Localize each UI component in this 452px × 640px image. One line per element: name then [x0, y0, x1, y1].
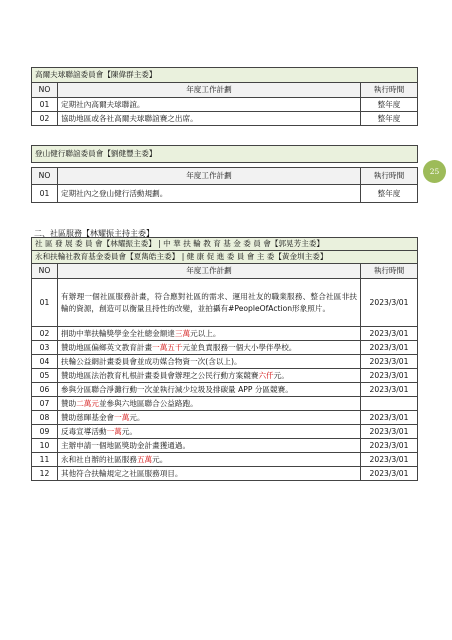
table-row: 01 有辦理一個社區服務計畫，符合應對社區的需求、運用社友的職業服務、整合社區非扶輪的資源，創造可以衡量且持性的改變，並拍攝有#PeopleOfAction形象照片。 2023/3/01: [32, 279, 418, 327]
table-row: 05 贊助地區法治教育札根計畫委員會辦理之公民行動方案競賽六仟元。 2023/3/01: [32, 369, 418, 383]
golf-committee-title: 高爾夫球聯誼委員會【陳偉群主委】: [32, 68, 418, 83]
col-no-header: NO: [32, 83, 58, 98]
committee-line-2: 永和扶輪社教育基金委員會【夏雋皓主委】 | 健 康 促 進 委 員 會 主 委【黃金圳主委】: [32, 251, 418, 264]
community-service-section: [31, 237, 418, 481]
table-row: 12 其他符合扶輪規定之社區服務項目。 2023/3/01: [32, 467, 418, 481]
col-plan-header: 年度工作計劃: [58, 83, 361, 98]
table-row: 11 永和社自辦的社區服務五萬元。 2023/3/01: [32, 453, 418, 467]
table-row: 02 捐助中華扶輪獎學金全社總金額達三萬元以上。 2023/3/01: [32, 327, 418, 341]
page-number-badge: 25: [423, 160, 446, 183]
col-no-header: NO: [32, 168, 58, 185]
community-service-heading: 二、社區服務【林耀振主持主委】: [34, 229, 154, 238]
table-row: 04 扶輪公益網計畫委員會並成功媒合物資一次(含以上)。 2023/3/01: [32, 355, 418, 369]
table-row: 10 主辦申請一個地區獎助金計畫獲通過。 2023/3/01: [32, 439, 418, 453]
hiking-committee-title: 登山健行聯誼委員會【劉健豐主委】: [32, 146, 418, 163]
table-row: 08 贊助慈暉基金會一萬元。 2023/3/01: [32, 411, 418, 425]
col-plan-header: 年度工作計劃: [58, 264, 361, 279]
col-no-header: NO: [32, 264, 58, 279]
col-time-header: 執行時間: [361, 264, 418, 279]
table-row: 01 定期社內之登山健行活動規劃。 整年度: [32, 185, 418, 203]
col-plan-header: 年度工作計劃: [58, 168, 361, 185]
hiking-committee-section: [31, 145, 418, 203]
col-time-header: 執行時間: [360, 168, 417, 185]
golf-committee-section: [31, 67, 418, 126]
golf-plan-table: [31, 67, 418, 126]
table-row: 07 贊助二萬元並參與六地區聯合公益路跑。: [32, 397, 418, 411]
table-row: 02 協助地區或各社高爾夫球聯誼賽之出席。 整年度: [32, 112, 418, 126]
table-row: 01 定期社內高爾夫球聯誼。 整年度: [32, 98, 418, 112]
committee-line-1: 社 區 發 展 委 員 會【林耀振主委】 | 中 華 扶 輪 教 育 基 金 委 員 會【郭晃芳主委】: [32, 238, 418, 251]
table-row: 03 贊助地區偏鄉英文教育計畫一萬五千元並負責服務一個大小學伴學校。 2023/3/01: [32, 341, 418, 355]
hiking-plan-table: [31, 145, 418, 203]
table-row: 06 參與分區聯合淨灘行動一次並執行減少垃圾及排碳量 APP 分區競賽。 2023/3/01: [32, 383, 418, 397]
col-time-header: 執行時間: [360, 83, 417, 98]
community-plan-table: [31, 237, 418, 481]
table-row: 09 反毒宣導活動一萬元。 2023/3/01: [32, 425, 418, 439]
